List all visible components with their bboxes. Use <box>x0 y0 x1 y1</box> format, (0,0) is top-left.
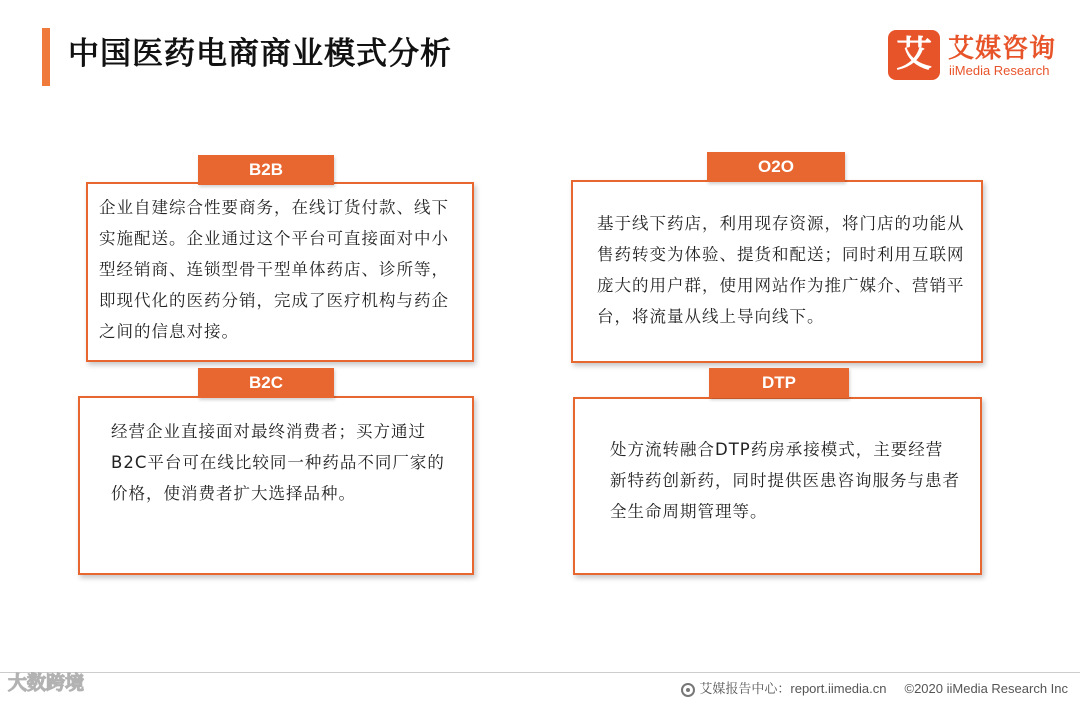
logo-mark-icon: 艾 <box>888 30 940 80</box>
logo-name-en: iiMedia Research <box>949 63 1050 78</box>
footer-copyright: ©2020 iiMedia Research Inc <box>904 681 1068 696</box>
card-b2b-text: 企业自建综合性要商务，在线订货付款、线下实施配送。企业通过这个平台可直接面对中小型经销商、连锁型骨干型单体药店、诊所等，即现代化的医药分销，完成了医疗机构与药企之间的信息对接。 <box>99 198 449 341</box>
footer-source[interactable]: 艾媒报告中心：report.iimedia.cn <box>699 681 887 696</box>
tag-dtp: DTP <box>709 368 849 398</box>
footer-divider <box>0 672 1080 673</box>
card-dtp-text: 处方流转融合DTP药房承接模式，主要经营新特药创新药，同时提供医患咨询服务与患者全生命周期管理等。 <box>610 440 960 521</box>
logo-name-cn: 艾媒咨询 <box>948 34 1057 64</box>
iimedia-logo <box>888 30 1068 84</box>
tag-o2o: O2O <box>707 152 845 182</box>
tag-b2c: B2C <box>198 368 334 398</box>
page-title: 中国医药电商商业模式分析 <box>68 36 452 72</box>
watermark: 大数跨境 <box>8 672 85 694</box>
report-center-icon <box>681 683 695 697</box>
title-accent-bar <box>42 28 50 86</box>
card-o2o-text: 基于线下药店，利用现存资源，将门店的功能从售药转变为体验、提货和配送；同时利用互联网庞大的用户群，使用网站作为推广媒介、营销平台，将流量从线上导向线下。 <box>597 214 965 326</box>
footer <box>681 678 1068 697</box>
tag-b2b: B2B <box>198 155 334 185</box>
card-b2c-text: 经营企业直接面对最终消费者；买方通过B2C平台可在线比较同一种药品不同厂家的价格，使消费者扩大选择品种。 <box>111 422 445 503</box>
